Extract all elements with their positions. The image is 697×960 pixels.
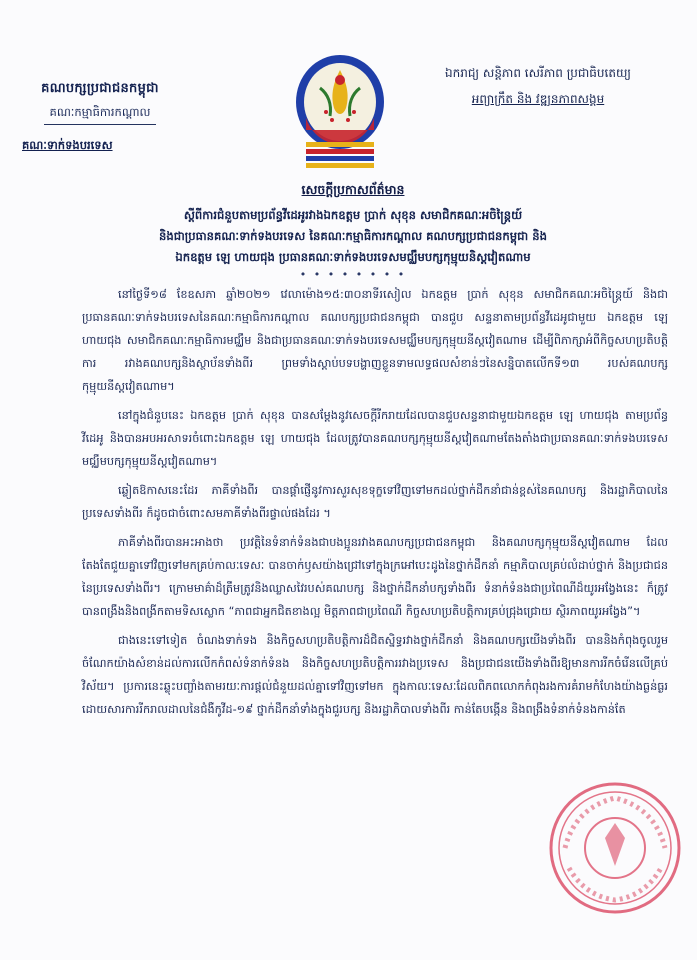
motto-line-2: អព្យាក្រឹត និង វឌ្ឍនភាពសង្គម xyxy=(471,92,605,106)
title-block xyxy=(48,182,658,282)
document-subtitle xyxy=(48,205,658,268)
title-divider-dots: • • • • • • • • xyxy=(299,268,407,281)
subtitle-line: ស្តីពីការជំនួបតាមប្រព័ន្ធវីដេអូរវាងឯកឧត្តម ប្រាក់ សុខុន សមាជិកគណៈអចិន្ត្រៃយ៍ xyxy=(183,208,523,222)
document-body xyxy=(82,283,668,727)
paragraph: នៅថ្ងៃទី១៨ ខែឧសភា ឆ្នាំ២០២១ វេលាម៉ោង១៥:៣០នាទីរសៀល ឯកឧត្តម ប្រាក់ សុខុន សមាជិកគណៈអចិន្ត្រៃយ៍ និងជាប្រធានគណៈទាក់ទងបរទេសនៃគណៈកម្មាធិការកណ្តាល គណបក្សប្រជាជនកម្ពុជា បានជួប សន្ទនាតាមប្រព័ន្ធវីដេអូជាមួយ ឯកឧត្តម ឡេ ហាយជុង សមាជិកគណៈកម្មាធិការមជ្ឈឹម និងជាប្រធានគណៈទាក់ទងបរទេសមជ្ឈឹមបក្សកុម្មុយនីស្តវៀតណាម ដើម្បីពិភាក្សាអំពីកិច្ចសហប្រតិបត្តិការ រវាងគណបក្សនិងស្ថាប័នទាំងពីរ ព្រមទាំងស្តាប់បទបង្ហាញខ្លួនទាមលទ្ធផលសំខាន់ៗនៃសន្និបាតលើកទី១៣ របស់គណបក្សកុម្មុយនីស្តវៀតណាម។ xyxy=(82,288,668,393)
paragraph: ឆ្លៀតឱកាសនេះដែរ ភាគីទាំងពីរ បានផ្តាំផ្ញើនូវការសួរសុខទុក្ខទៅវិញទៅមកដល់ថ្នាក់ដឹកនាំជាន់ខ្ពស់នៃគណបក្ស និងរដ្ឋាភិបាលនៃប្រទេសទាំងពីរ ក៏ដូចជាចំពោះសមភាគីទាំងពីរផ្ទាល់ផងដែរ ។ xyxy=(82,484,668,520)
official-stamp-icon xyxy=(545,778,685,918)
committee-name xyxy=(0,105,200,125)
department-name: គណៈទាក់ទងបរទេស xyxy=(22,138,113,152)
subtitle-line: ឯកឧត្តម ឡេ ហាយជុង ប្រធានគណៈទាក់ទងបរទេសមជ្ឈឹមបក្សកុម្មុយនិស្តវៀតណាម xyxy=(175,250,531,264)
party-header xyxy=(0,80,200,125)
header-divider xyxy=(44,124,156,125)
party-name: គណបក្សប្រជាជនកម្ពុជា xyxy=(41,81,159,96)
subtitle-line: និងជាប្រធានគណៈទាក់ទងបរទេស នៃគណៈកម្មាធិការកណ្តាល គណបក្សប្រជាជនកម្ពុជា និង xyxy=(159,229,547,243)
party-logo-icon xyxy=(290,50,390,175)
committee-name-text: គណៈកម្មាធិការកណ្តាល xyxy=(49,105,151,119)
national-motto xyxy=(408,60,668,112)
paragraph: ភាគីទាំងពីរបានអះអាងថា ប្រវត្តិនៃទំនាក់ទំនងជាបងប្អូនរវាងគណបក្សប្រជាជនកម្ពុជា និងគណបក្សកុម្មុយនីស្តវៀតណាម ដែលតែងតែជួយគ្នាទៅវិញទៅមកគ្រប់កាលៈទេសៈ បានចាក់ឫសយ៉ាងជ្រៅទៅក្នុងក្រអៅបេះដូងនៃថ្នាក់ដឹកនាំ កម្មាភិបាលគ្រប់លំដាប់ថ្នាក់ និងប្រជាជននៃប្រទេសទាំងពីរ។ ក្រោមមាគ៌ាដ៏ត្រឹមត្រូវនិងឈ្លាសវៃរបស់គណបក្ស និងថ្នាក់ដឹកនាំបក្សទាំងពីរ ទំនាក់ទំនងជាប្រពៃណីដ៏យូរអង្វែងនេះ ក៏ត្រូវបានពង្រឹងនិងពង្រីកតាមទិសស្លោក “ភាពជាអ្នកជិតខាងល្អ មិត្តភាពជាប្រពៃណី កិច្ចសហប្រតិបត្តិការគ្រប់ជ្រុងជ្រោយ ស្ថិរភាពយូរអង្វែង”។ xyxy=(82,536,668,618)
paragraph: នៅក្នុងជំនួបនេះ ឯកឧត្តម ប្រាក់ សុខុន បានសម្តែងនូវសេចក្តីរីករាយដែលបានជួបសន្ទនាជាមួយឯកឧត្តម ឡេ ហាយជុង តាមប្រព័ន្ធវីដេអូ និងបានអបអរសាទរចំពោះឯកឧត្តម ឡេ ហាយជុង ដែលត្រូវបានគណបក្សកុម្មុយនីស្តវៀតណាមតែងតាំងជាប្រធានគណៈទាក់ទងបរទេសមជ្ឈឹមបក្សកុម្មុយនីស្តវៀតណាម។ xyxy=(82,409,668,468)
paragraph: ជាងនេះទៅទៀត ចំណងទាក់ទង និងកិច្ចសហប្រតិបត្តិការដ៏ជិតស្និទ្ធរវាងថ្នាក់ដឹកនាំ និងគណបក្សយើងទាំងពីរ បាននិងកំពុងចូលរួមចំណែកយ៉ាងសំខាន់ដល់ការលើកកំពស់ទំនាក់ទំនង និងកិច្ចសហប្រតិបត្តិការរវាងប្រទេស និងប្រជាជនយើងទាំងពីរឱ្យមានការរីកចំរើនលើគ្រប់វិស័យ។ ប្រការនេះឆ្លុះបញ្ចាំងតាមរយៈការផ្តល់ជំនួយដល់គ្នាទៅវិញទៅមក ក្នុងកាលៈទេសៈដែលពិភពលោកកំពុងរងការគំរាមកំហែងយ៉ាងធ្ងន់ធ្ងរដោយសារការរីករាលដាលនៃជំងឺកូវីដ-១៩ ថ្នាក់ដឹកនាំទាំងក្នុងជួរបក្ស និងរដ្ឋាភិបាលទាំងពីរ កាន់តែបង្កើន និងពង្រឹងទំនាក់ទំនងកាន់តែ xyxy=(82,634,668,716)
document-title: សេចក្តីប្រកាសព័ត៌មាន xyxy=(301,182,405,197)
motto-line-1: ឯករាជ្យ សន្តិភាព សេរីភាព ប្រជាធិបតេយ្យ xyxy=(445,66,631,80)
